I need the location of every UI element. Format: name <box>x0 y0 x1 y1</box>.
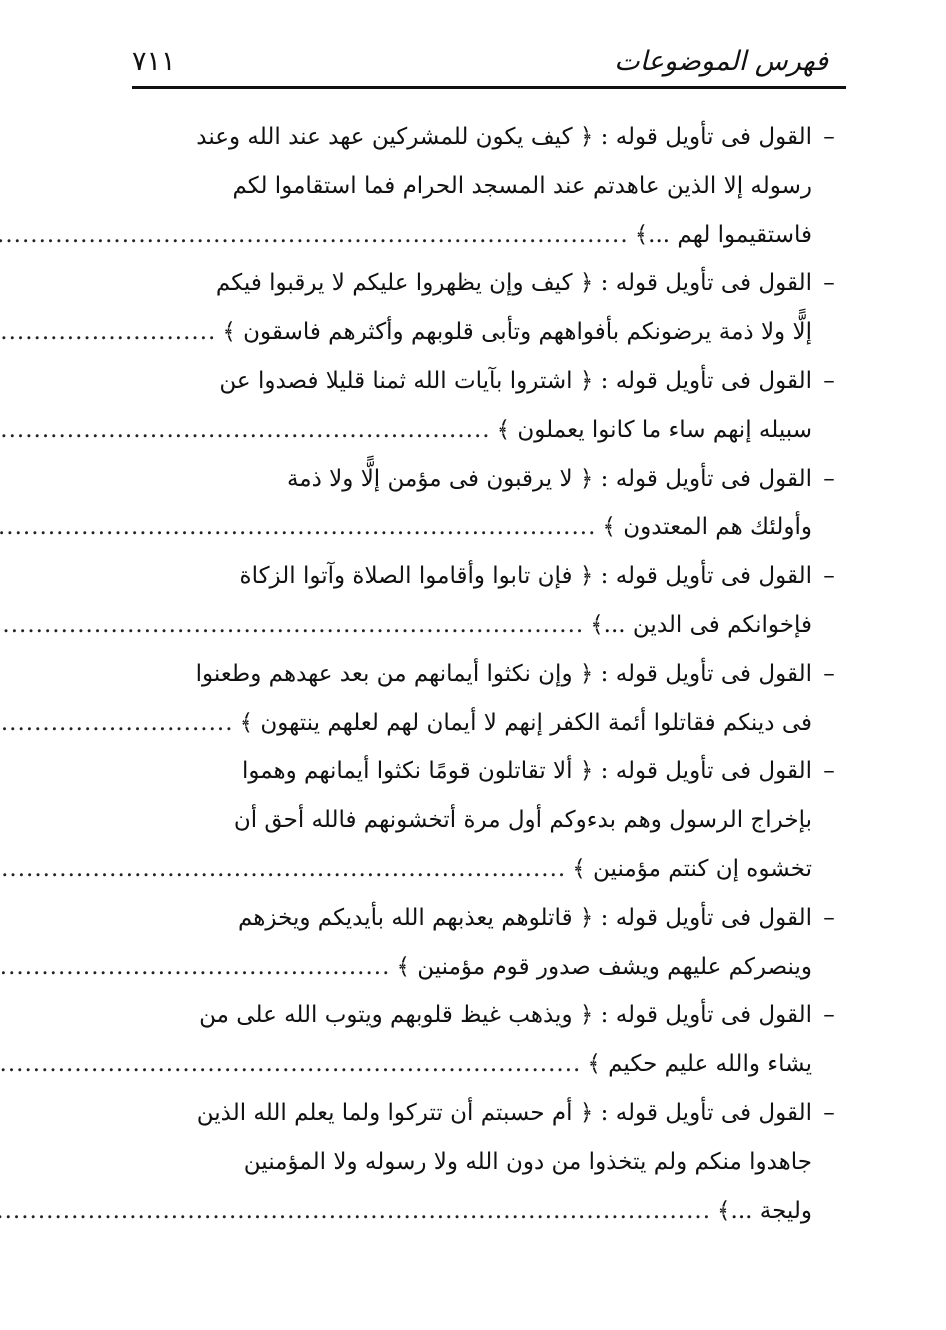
entry-text: رسوله إلا الذين عاهدتم عند المسجد الحرام فما استقاموا لكم <box>232 172 812 199</box>
toc-entry <box>132 747 846 893</box>
running-title: فهرس الموضوعات <box>614 46 828 77</box>
entry-dash: – <box>823 758 835 785</box>
table-of-contents <box>132 113 846 1235</box>
dot-leader <box>0 308 216 357</box>
entry-text: القول فى تأويل قوله : ﴿ أم حسبتم أن تتركوا ولما يعلم الله الذين <box>196 1099 812 1126</box>
entry-text: فى دينكم فقاتلوا أئمة الكفر إنهم لا أيمان لهم لعلهم ينتهون ﴾ <box>239 709 812 736</box>
entry-text: القول فى تأويل قوله : ﴿ فإن تابوا وأقاموا الصلاة وآتوا الزكاة <box>239 563 812 590</box>
entry-dash: – <box>823 563 835 590</box>
toc-entry-line <box>132 650 846 699</box>
dot-leader <box>0 699 234 748</box>
entry-text: فاستقيموا لهم ...﴾ <box>634 221 812 248</box>
toc-entry-line <box>132 552 846 601</box>
toc-entry <box>132 552 846 650</box>
toc-entry-line <box>132 503 846 552</box>
toc-entry-line <box>132 1040 846 1089</box>
dot-leader <box>0 943 390 992</box>
toc-entry-line <box>132 894 846 943</box>
toc-entry <box>132 113 846 259</box>
toc-entry-line <box>132 406 846 455</box>
dot-leader <box>0 1187 711 1236</box>
toc-entry-line <box>132 162 846 211</box>
entry-text: سبيله إنهم ساء ما كانوا يعملون ﴾ <box>496 416 812 443</box>
entry-text: القول فى تأويل قوله : ﴿ لا يرقبون فى مؤمن إلًّا ولا ذمة <box>286 465 812 492</box>
toc-entry-line <box>132 357 846 406</box>
entry-text: وينصركم عليهم ويشف صدور قوم مؤمنين ﴾ <box>396 953 812 980</box>
dot-leader <box>0 503 596 552</box>
header-rule <box>132 86 846 89</box>
entry-text: القول فى تأويل قوله : ﴿ قاتلوهم يعذبهم الله بأيديكم ويخزهم <box>237 904 812 931</box>
toc-entry-line <box>132 991 846 1040</box>
entry-text: القول فى تأويل قوله : ﴿ كيف يكون للمشركين عهد عند الله وعند <box>196 124 812 150</box>
dot-leader <box>0 1040 581 1089</box>
toc-entry <box>132 650 846 748</box>
toc-entry-line <box>132 113 846 162</box>
toc-entry-line <box>132 211 846 260</box>
entry-dash: – <box>823 124 835 150</box>
toc-entry-line <box>132 1187 846 1236</box>
toc-entry-line <box>132 259 846 308</box>
entry-text: إلًّا ولا ذمة يرضونكم بأفواههم وتأبى قلوبهم وأكثرهم فاسقون ﴾ <box>222 319 812 346</box>
entry-text: يشاء والله عليم حكيم ﴾ <box>587 1051 812 1078</box>
toc-entry <box>132 357 846 455</box>
page-number: ٧١١ <box>132 46 176 77</box>
entry-text: جاهدوا منكم ولم يتخذوا من دون الله ولا رسوله ولا المؤمنين <box>243 1148 812 1175</box>
dot-leader <box>0 845 566 894</box>
entry-text: وليجة ...﴾ <box>717 1197 812 1224</box>
entry-text: القول فى تأويل قوله : ﴿ ويذهب غيظ قلوبهم ويتوب الله على من <box>199 1002 812 1029</box>
entry-text: بإخراج الرسول وهم بدءوكم أول مرة أتخشونهم فالله أحق أن <box>233 807 812 834</box>
toc-entry <box>132 991 846 1089</box>
page-header <box>132 36 846 84</box>
toc-entry-line <box>132 1089 846 1138</box>
toc-entry-line <box>132 601 846 650</box>
toc-entry <box>132 259 846 357</box>
toc-entry <box>132 1089 846 1235</box>
entry-text: القول فى تأويل قوله : ﴿ اشتروا بآيات الله ثمنا قليلا فصدوا عن <box>219 367 812 394</box>
entry-dash: – <box>823 270 835 297</box>
entry-dash: – <box>823 1002 835 1029</box>
entry-text: القول فى تأويل قوله : ﴿ وإن نكثوا أيمانهم من بعد عهدهم وطعنوا <box>195 660 812 687</box>
dot-leader <box>0 601 584 650</box>
entry-text: فإخوانكم فى الدين ...﴾ <box>590 611 812 638</box>
entry-dash: – <box>823 465 835 492</box>
toc-entry-line <box>132 699 846 748</box>
toc-entry-line <box>132 796 846 845</box>
toc-entry <box>132 455 846 553</box>
toc-entry-line <box>132 747 846 796</box>
dot-leader <box>0 211 629 260</box>
dot-leader <box>0 406 491 455</box>
entry-dash: – <box>823 904 835 931</box>
entry-dash: – <box>823 367 835 394</box>
entry-dash: – <box>823 1099 835 1126</box>
entry-text: القول فى تأويل قوله : ﴿ كيف وإن يظهروا عليكم لا يرقبوا فيكم <box>215 270 812 297</box>
toc-entry-line <box>132 1138 846 1187</box>
toc-entry <box>132 894 846 992</box>
entry-text: القول فى تأويل قوله : ﴿ ألا تقاتلون قومًا نكثوا أيمانهم وهموا <box>241 758 812 785</box>
entry-dash: – <box>823 660 835 687</box>
toc-entry-line <box>132 455 846 504</box>
toc-entry-line <box>132 845 846 894</box>
toc-entry-line <box>132 308 846 357</box>
entry-text: تخشوه إن كنتم مؤمنين ﴾ <box>572 855 812 882</box>
toc-entry-line <box>132 943 846 992</box>
entry-text: وأولئك هم المعتدون ﴾ <box>602 514 812 541</box>
